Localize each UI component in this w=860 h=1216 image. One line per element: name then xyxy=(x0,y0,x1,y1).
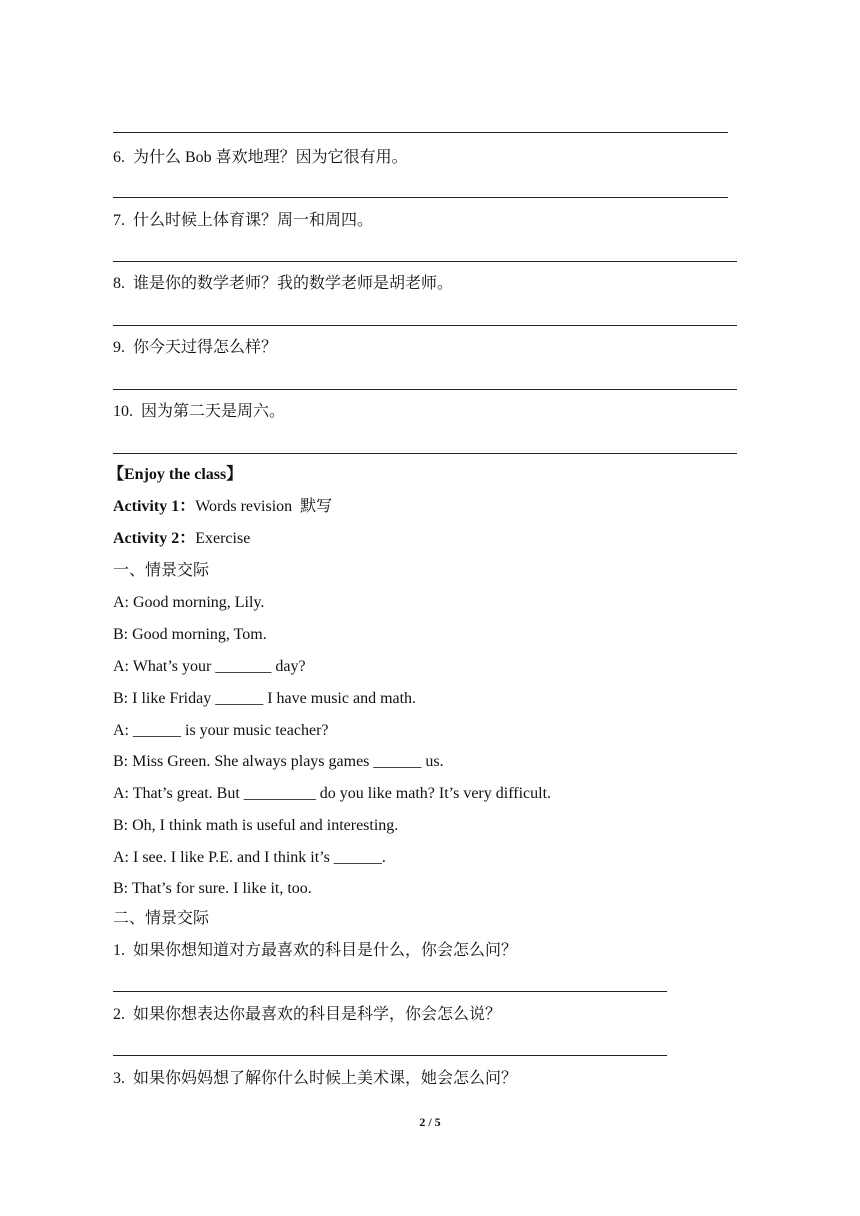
question-6 xyxy=(113,148,408,168)
question-10 xyxy=(113,402,285,422)
answer-line[interactable] xyxy=(113,991,667,992)
activity-2 xyxy=(113,529,250,549)
answer-line[interactable] xyxy=(113,325,737,326)
answer-line[interactable] xyxy=(113,261,737,262)
dialogue-line: A: That’s great. But _________ do you like math? It’s very difficult. xyxy=(113,785,552,802)
dialogue-line: B: I like Friday ______ I have music and math. xyxy=(113,690,417,707)
dialogue-line: B: Miss Green. She always plays games ______ us. xyxy=(113,753,444,770)
question-9 xyxy=(113,338,277,358)
answer-line[interactable] xyxy=(113,453,737,454)
question-text: 如果你妈妈想了解你什么时候上美术课，她会怎么问？ xyxy=(133,1070,518,1087)
answer-line[interactable] xyxy=(113,197,728,198)
question-number: 1. xyxy=(113,942,125,959)
question-text: 如果你想表达你最喜欢的科目是科学，你会怎么说？ xyxy=(133,1006,502,1023)
activity-1 xyxy=(113,497,332,517)
question-number: 10. xyxy=(113,403,133,420)
activity-label: Activity 2： xyxy=(113,530,196,547)
dialogue-line: A: What’s your _______ day? xyxy=(113,658,306,675)
part-2-question-1 xyxy=(113,941,517,961)
dialogue-line: B: Good morning, Tom. xyxy=(113,626,267,643)
question-text: 你今天过得怎么样？ xyxy=(133,339,278,356)
question-number: 9. xyxy=(113,339,125,356)
question-text: 如果你想知道对方最喜欢的科目是什么，你会怎么问？ xyxy=(133,942,518,959)
activity-text: Exercise xyxy=(195,530,251,547)
question-number: 7. xyxy=(113,212,125,229)
dialogue-line: B: That’s for sure. I like it, too. xyxy=(113,880,312,897)
page-number: 2 / 5 xyxy=(419,1115,441,1129)
question-8 xyxy=(113,274,453,294)
question-text: 为什么 Bob 喜欢地理？因为它很有用。 xyxy=(133,149,408,166)
answer-line[interactable] xyxy=(113,1055,667,1056)
activity-text: Words revision 默写 xyxy=(195,498,333,515)
part-2-heading: 二、情景交际 xyxy=(113,910,210,927)
question-number: 8. xyxy=(113,275,125,292)
part-2-question-3 xyxy=(113,1069,517,1089)
question-7 xyxy=(113,211,373,231)
question-number: 2. xyxy=(113,1006,125,1023)
question-text: 谁是你的数学老师？我的数学老师是胡老师。 xyxy=(133,275,454,292)
question-number: 3. xyxy=(113,1070,125,1087)
answer-line[interactable] xyxy=(113,389,737,390)
dialogue-line: A: I see. I like P.E. and I think it’s ______. xyxy=(113,849,386,866)
question-text: 因为第二天是周六。 xyxy=(141,403,286,420)
dialogue-line: A: ______ is your music teacher? xyxy=(113,722,329,739)
section-title: 【Enjoy the class】 xyxy=(108,466,243,483)
dialogue-line: B: Oh, I think math is useful and interesting. xyxy=(113,817,399,834)
activity-label: Activity 1： xyxy=(113,498,196,515)
part-1-heading: 一、情景交际 xyxy=(113,562,210,579)
part-2-question-2 xyxy=(113,1005,501,1025)
question-text: 什么时候上体育课？周一和周四。 xyxy=(133,212,374,229)
answer-line[interactable] xyxy=(113,132,728,133)
dialogue-line: A: Good morning, Lily. xyxy=(113,594,265,611)
question-number: 6. xyxy=(113,149,125,166)
